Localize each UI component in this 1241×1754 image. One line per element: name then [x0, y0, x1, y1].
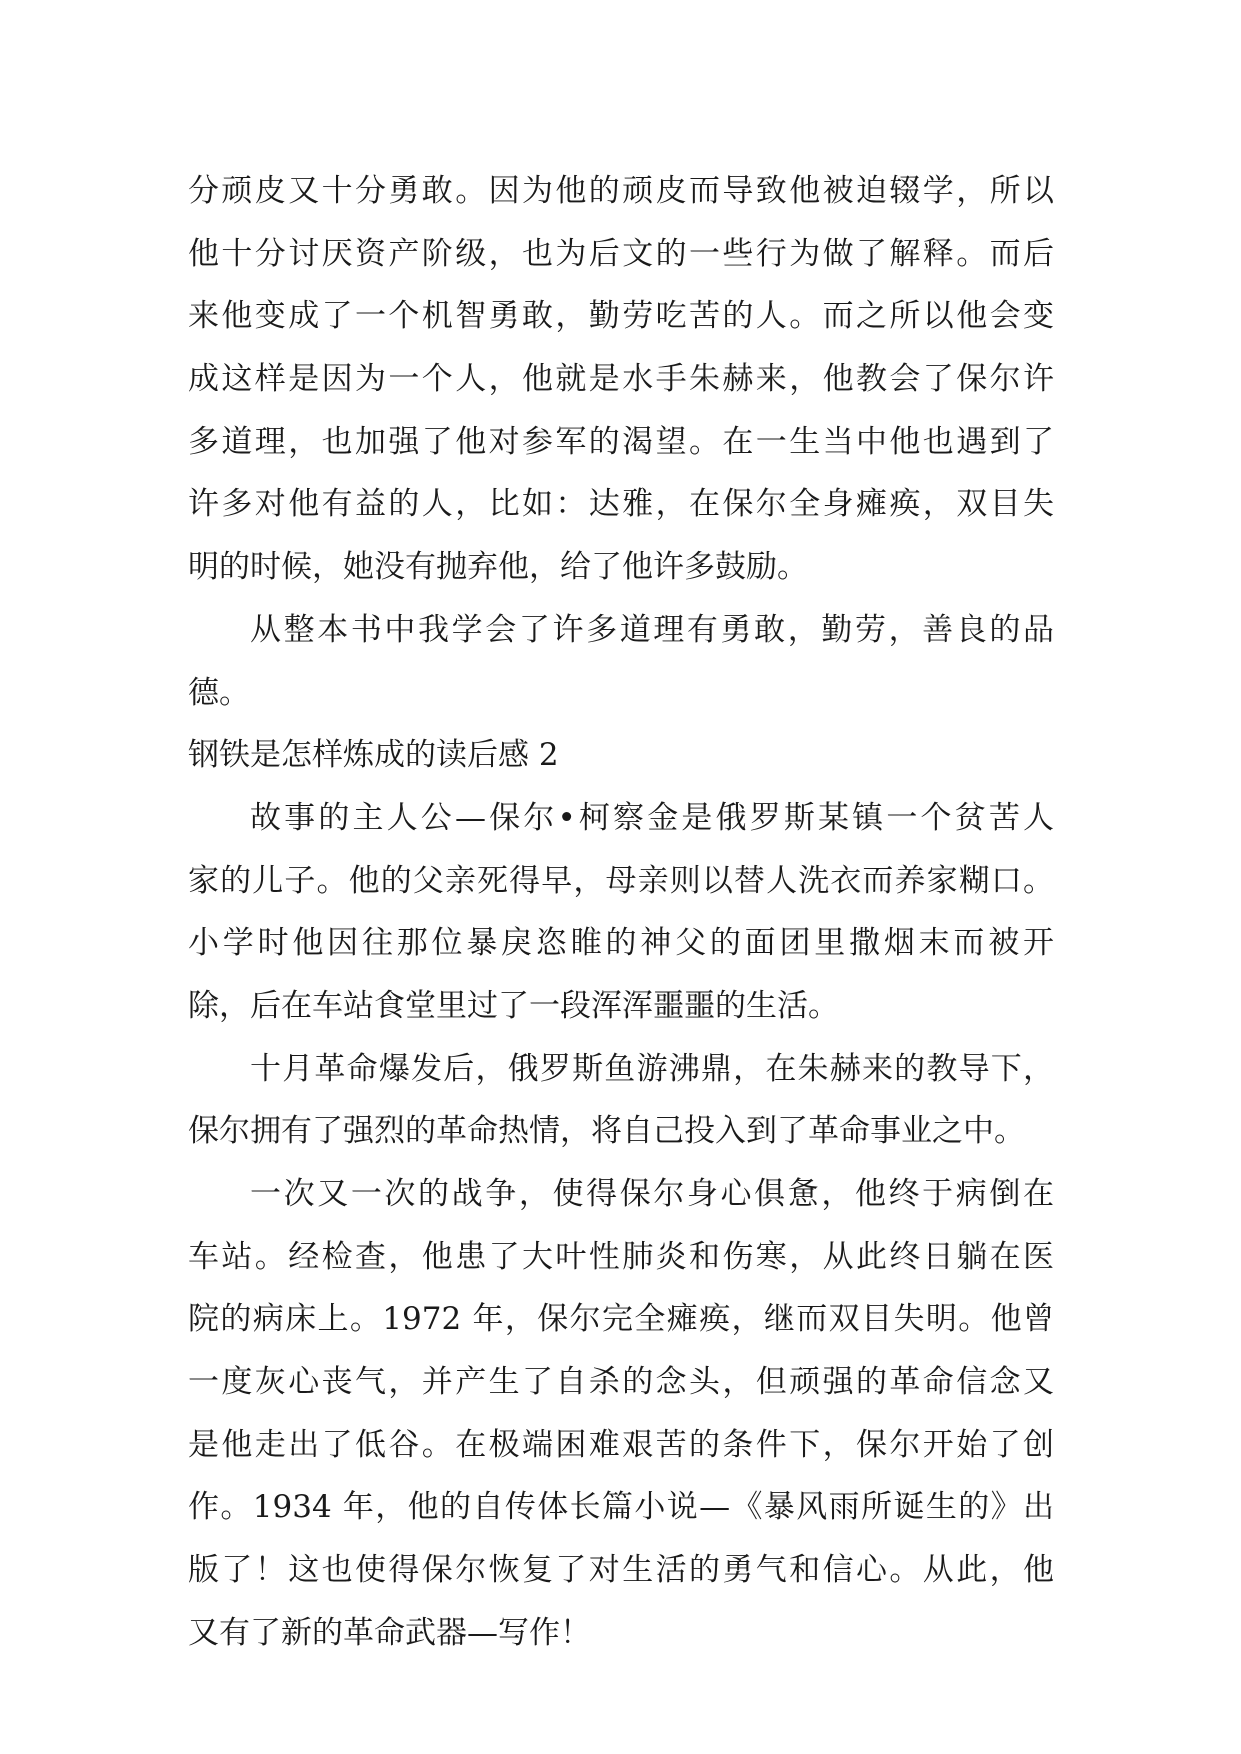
text-line: 十月革命爆发后，俄罗斯鱼游沸鼎，在朱赫来的教导下，: [250, 1050, 1054, 1087]
section-heading: [188, 724, 1054, 787]
text-line: 是他走出了低谷。在极端困难艰苦的条件下，保尔开始了创: [188, 1426, 1054, 1463]
text-line: 保尔拥有了强烈的革命热情，将自己投入到了革命事业之中。: [188, 1113, 1025, 1150]
document-page: [188, 160, 1054, 1665]
text-line: 版了！这也使得保尔恢复了对生活的勇气和信心。从此，他: [188, 1552, 1054, 1589]
text-line: 一次又一次的战争，使得保尔身心俱惫，他终于病倒在: [250, 1176, 1054, 1212]
text-line: 故事的主人公—保尔•柯察金是俄罗斯某镇一个贫苦人: [250, 799, 1054, 836]
paragraph: [188, 1163, 1054, 1665]
text-line: 院的病床上。1972 年，保尔完全瘫痪，继而双目失明。他曾: [188, 1301, 1054, 1338]
heading-text: 钢铁是怎样炼成的读后感 2: [188, 737, 559, 774]
paragraph: [188, 160, 1054, 599]
text-line: 许多对他有益的人，比如：达雅，在保尔全身瘫痪，双目失: [188, 486, 1054, 523]
text-line: 来他变成了一个机智勇敢，勤劳吃苦的人。而之所以他会变: [188, 298, 1054, 335]
text-line: 分顽皮又十分勇敢。因为他的顽皮而导致他被迫辍学，所以: [188, 173, 1054, 209]
text-line: 一度灰心丧气，并产生了自杀的念头，但顽强的革命信念又: [188, 1364, 1054, 1401]
text-line: 成这样是因为一个人，他就是水手朱赫来，他教会了保尔许: [188, 361, 1054, 398]
paragraph: [188, 1038, 1054, 1163]
text-line: 除，后在车站食堂里过了一段浑浑噩噩的生活。: [188, 987, 839, 1024]
text-line: 家的儿子。他的父亲死得早，母亲则以替人洗衣而养家糊口。: [188, 862, 1054, 899]
paragraph: [188, 787, 1054, 1038]
text-line: 从整本书中我学会了许多道理有勇敢，勤劳，善良的品: [250, 611, 1054, 648]
text-line: 明的时候，她没有抛弃他，给了他许多鼓励。: [188, 549, 808, 586]
text-line: 又有了新的革命武器—写作！: [188, 1614, 591, 1651]
paragraph: [188, 599, 1054, 724]
text-line: 德。: [188, 674, 250, 711]
text-line: 作。1934 年，他的自传体长篇小说—《暴风雨所诞生的》出: [188, 1489, 1054, 1526]
text-line: 多道理，也加强了他对参军的渴望。在一生当中他也遇到了: [188, 423, 1054, 460]
text-line: 车站。经检查，他患了大叶性肺炎和伤寒，从此终日躺在医: [188, 1238, 1054, 1275]
text-line: 他十分讨厌资产阶级，也为后文的一些行为做了解释。而后: [188, 235, 1054, 272]
text-line: 小学时他因往那位暴戾恣睢的神父的面团里撒烟末而被开: [188, 925, 1054, 962]
